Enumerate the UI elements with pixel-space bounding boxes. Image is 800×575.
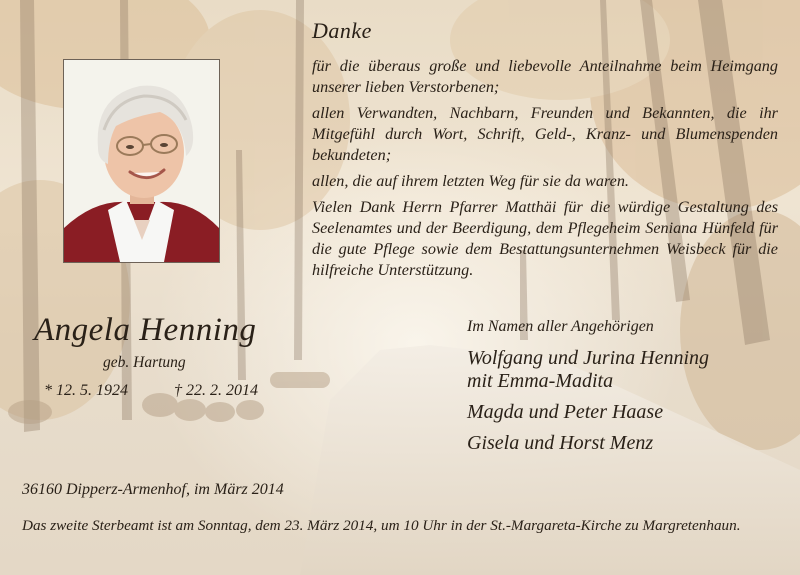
family-group <box>467 347 709 393</box>
family-group <box>467 401 709 424</box>
service-note: Das zweite Sterbeamt ist am Sonntag, dem 23. März 2014, um 10 Uhr in der St.-Margareta-Kirche zu Margretenhaun. <box>22 517 741 534</box>
family-group <box>467 432 709 455</box>
place-date: 36160 Dipperz-Armenhof, im März 2014 <box>22 481 284 498</box>
thank-you-paragraph: allen, die auf ihrem letzten Weg für sie da waren. <box>312 172 629 190</box>
portrait-image <box>64 60 219 262</box>
thank-you-text <box>312 56 778 286</box>
family-heading: Im Namen aller Angehörigen <box>467 318 654 335</box>
family-line: Wolfgang und Jurina Henning <box>467 347 710 369</box>
deceased-name: Angela Henning <box>34 312 257 348</box>
thank-you-paragraph: allen Verwandten, Nachbarn, Freunden und Bekannten, die ihr Mitgefühl durch Wort, Schrift, Geld-, Kranz- und Blumenspenden bekundeten; <box>312 104 778 164</box>
portrait-photo <box>63 59 220 263</box>
family-line: Magda und Peter Haase <box>467 401 664 423</box>
birth-name: geb. Hartung <box>103 354 186 371</box>
life-dates <box>44 382 274 400</box>
thank-you-paragraph: Vielen Dank Herrn Pfarrer Matthäi für die würdige Gestaltung des Seelenamtes und der Beerdigung, dem Pflegeheim Seniana Hünfeld für die gute Pflege sowie dem Bestattungsunternehmen Weisbeck für die hilfreiche Unterstützung. <box>312 198 778 279</box>
death-date: † 22. 2. 2014 <box>174 382 258 399</box>
family-list <box>467 347 709 463</box>
notice-title: Danke <box>312 18 372 43</box>
family-line: Gisela und Horst Menz <box>467 432 654 454</box>
birth-date: * 12. 5. 1924 <box>44 382 128 399</box>
thank-you-paragraph: für die überaus große und liebevolle Anteilnahme beim Heimgang unserer lieben Verstorbenen; <box>312 57 778 96</box>
family-line: mit Emma-Madita <box>467 370 614 392</box>
